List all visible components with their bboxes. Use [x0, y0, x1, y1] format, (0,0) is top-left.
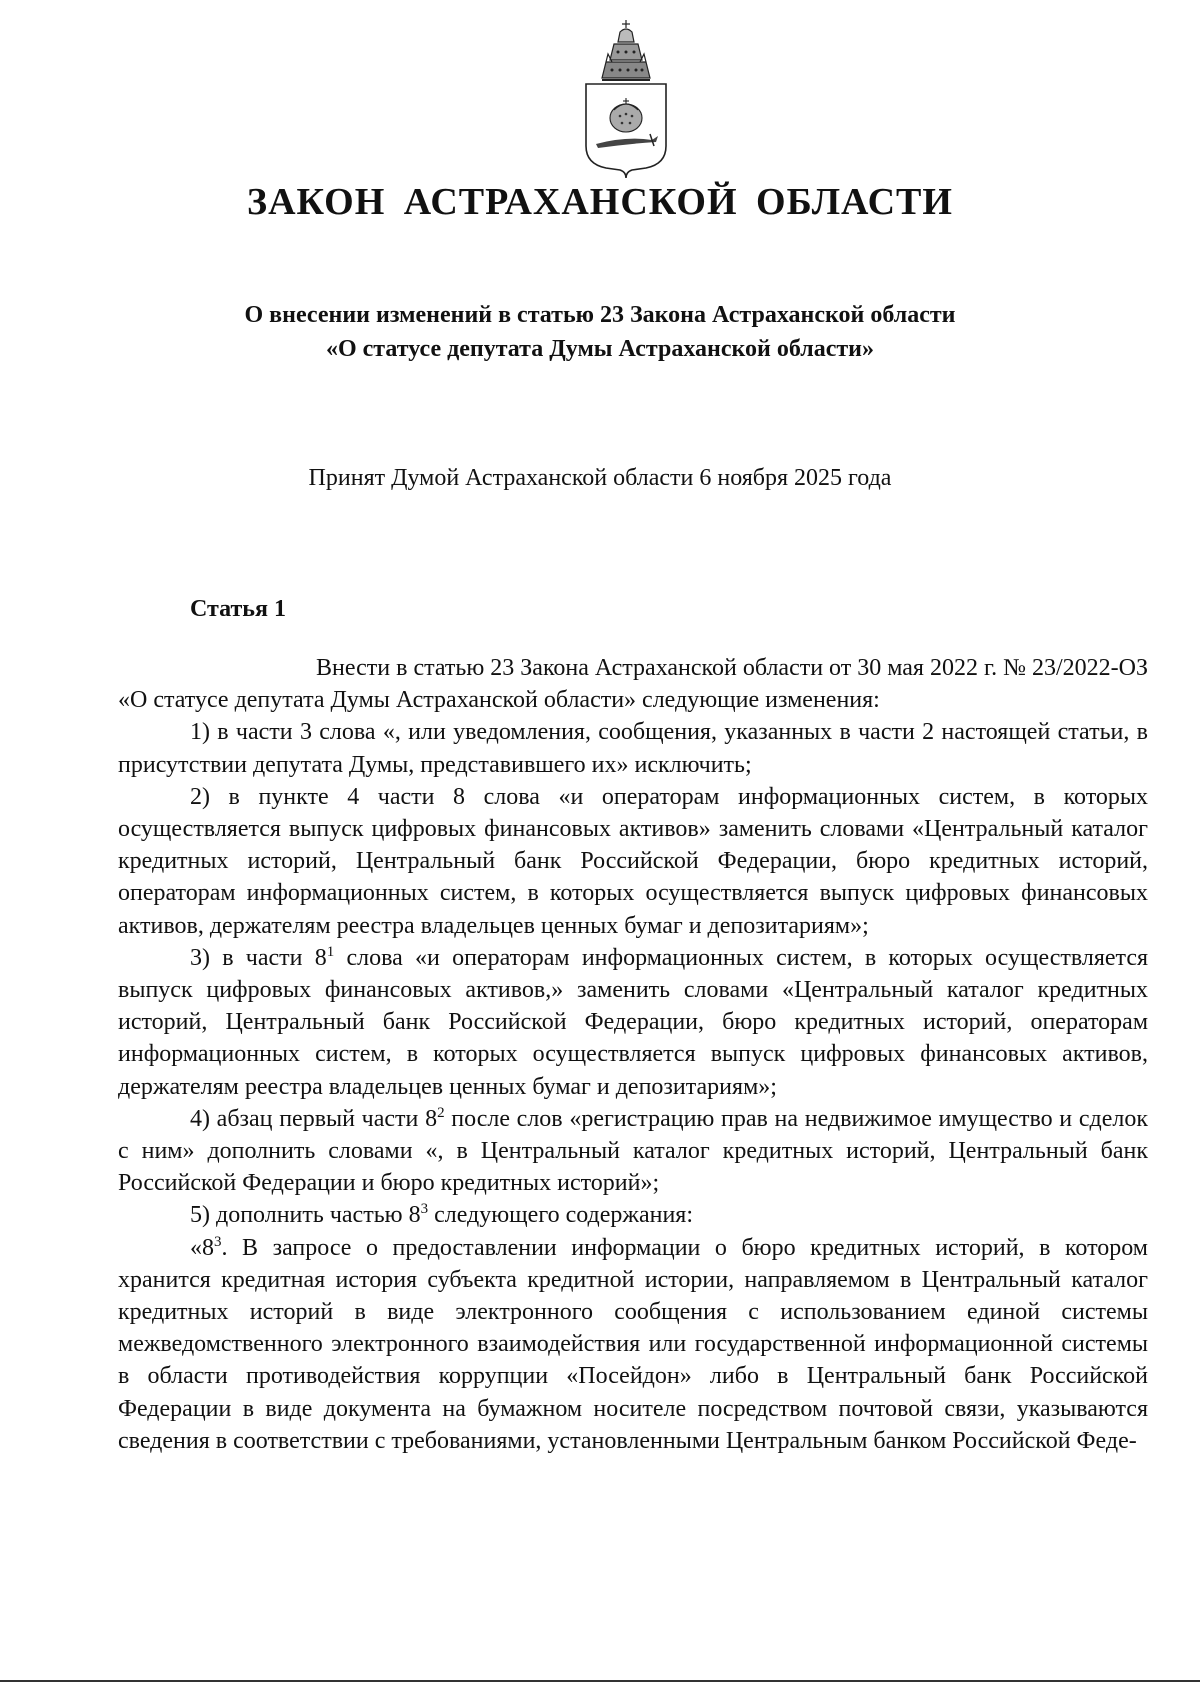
item-text: 5) дополнить частью 8	[190, 1202, 421, 1229]
item-text: после слов «регистрацию прав на недвижимое имущество и сделок с ним» дополнить словами «, в Центральный каталог кредитных историй, Центральный банк Российской Федерации и бюро кредитных историй»;	[118, 1105, 1148, 1197]
adoption-note: Принят Думой Астраханской области 6 ноября 2025 года	[308, 465, 892, 491]
amendment-item	[118, 1199, 1148, 1231]
item-text: . В запросе о предоставлении информации о бюро кредитных историй, в котором хранится кредитная история субъекта кредитной истории, направляемом в Центральный каталог кредитных историй в виде электронного сообщения с использованием единой системы межведомственного электронного взаимодействия или государственной информационной системы в области противодействия коррупции «Посейдон» либо в Центральный банк Российской Федерации в виде документа на бумажном носителе посредством почтовой связи, указываются сведения в соответствии с требованиями, установленными Центральным банком Российской Феде-	[118, 1234, 1148, 1454]
law-title: ЗАКОН АСТРАХАНСКОЙ ОБЛАСТИ	[247, 181, 953, 223]
subtitle-line: «О статусе депутата Думы Астраханской области»	[325, 336, 874, 362]
item-text: «8	[190, 1234, 214, 1261]
article-body	[118, 652, 1148, 1457]
superscript: 3	[214, 1233, 222, 1250]
intro-text: Внести в статью 23 Закона Астраханской области от 30 мая 2022 г. № 23/2022-ОЗ	[316, 655, 1148, 681]
amendment-item	[118, 1103, 1148, 1200]
intro-paragraph	[118, 652, 1148, 684]
subtitle-line: О внесении изменений в статью 23 Закона Астраханской области	[244, 302, 956, 328]
article-heading: Статья 1	[190, 596, 286, 622]
intro-text: «О статусе депутата Думы Астраханской области» следующие изменения:	[118, 687, 880, 714]
superscript: 3	[420, 1201, 429, 1218]
item-text: следующего содержания:	[428, 1202, 694, 1229]
amendment-item: 2) в пункте 4 части 8 слова «и операторам информационных систем, в которых осуществляется выпуск цифровых финансовых активов» заменить словами «Центральный каталог кредитных историй, Центральный банк Российской Федерации, бюро кредитных историй, операторам информационных систем, в которых осуществляется выпуск цифровых финансовых активов, держателям реестра владельцев ценных бумаг и депозитариям»;	[118, 783, 1148, 939]
law-subtitle	[0, 298, 1200, 366]
astrakhan-coat-of-arms-icon	[578, 18, 674, 178]
intro-paragraph-cont	[118, 684, 1148, 716]
amendment-item	[118, 942, 1148, 1103]
item-text: 3) в части 8	[190, 944, 327, 971]
superscript: 2	[437, 1104, 445, 1121]
amendment-item: 1) в части 3 слова «, или уведомления, сообщения, указанных в части 2 настоящей статьи, в присутствии депутата Думы, представившего их» исключить;	[118, 719, 1148, 778]
superscript: 1	[326, 943, 335, 960]
quoted-new-part	[118, 1232, 1148, 1457]
item-text: 4) абзац первый части 8	[190, 1105, 438, 1132]
item-text: слова «и операторам информационных систем, в которых осуществляется выпуск цифровых финансовых активов,» заменить словами «Центральный каталог кредитных историй, Центральный банк Российской Федерации, бюро кредитных историй, операторам информационных систем, в которых осуществляется выпуск цифровых финансовых активов, держателям реестра владельцев ценных бумаг и депозитариям»;	[118, 944, 1149, 1100]
page-bottom-rule	[0, 1680, 1200, 1682]
